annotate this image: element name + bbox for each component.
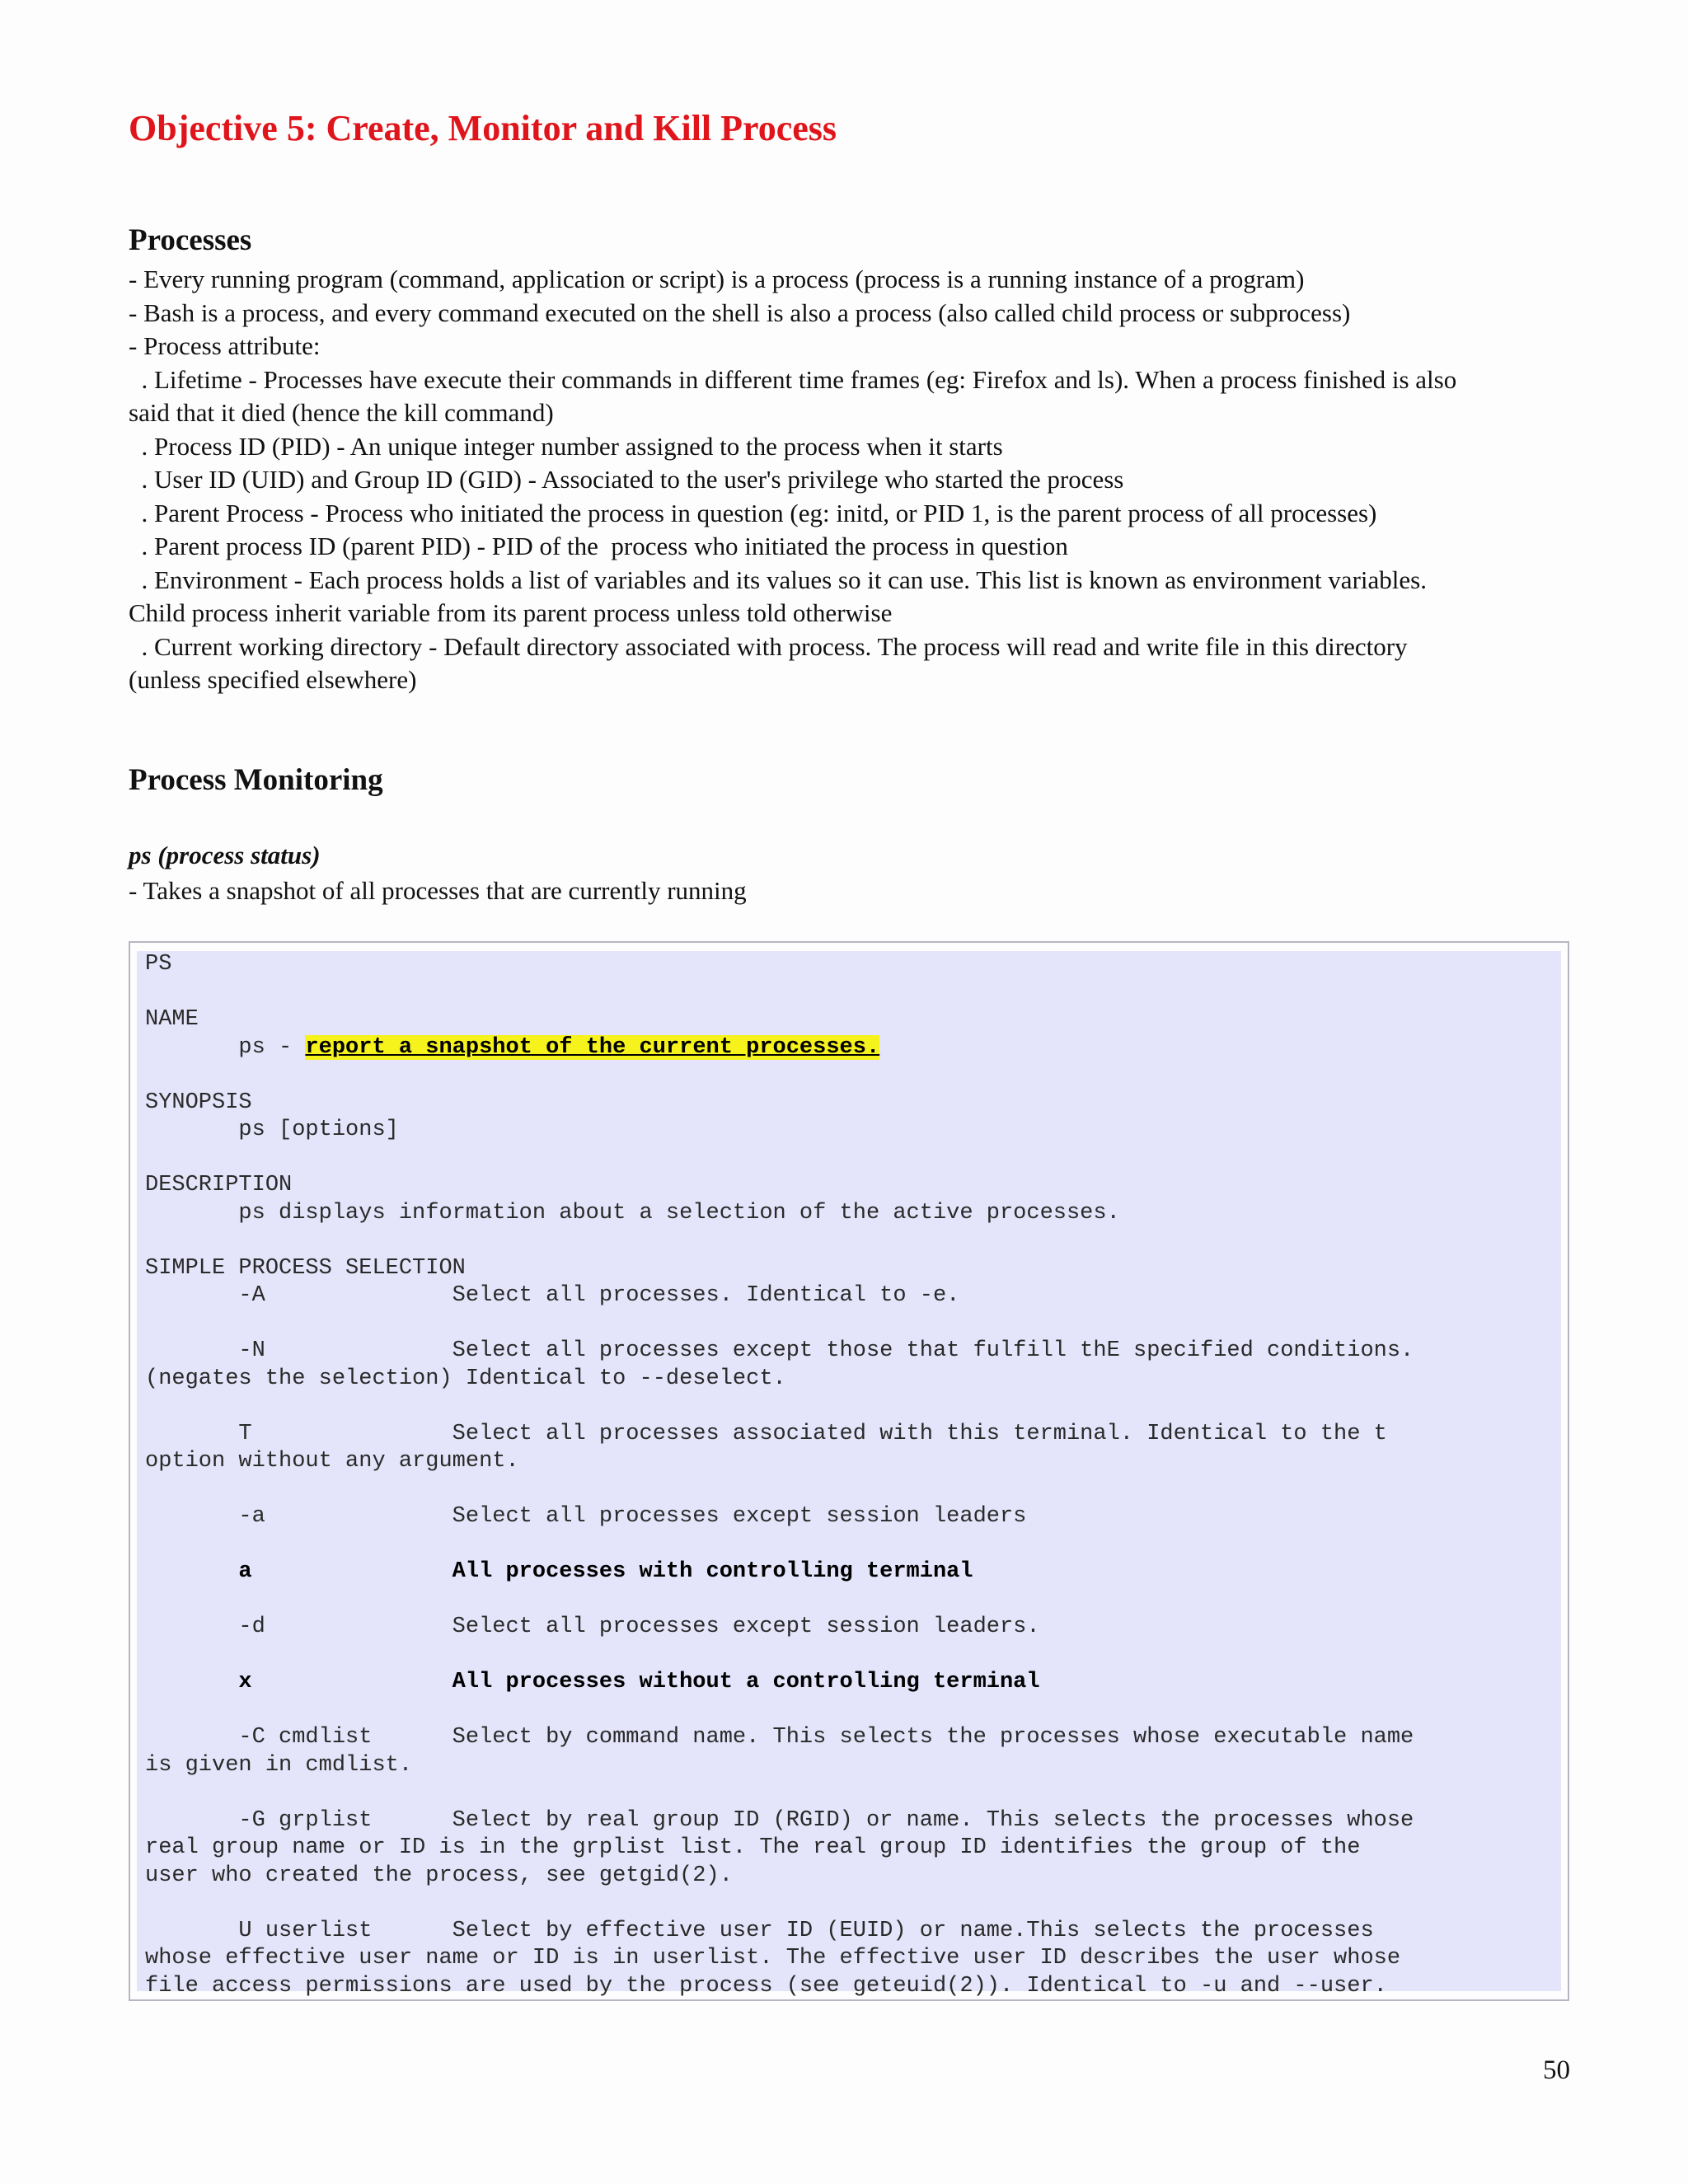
- man-option-bold: a All processes with controlling terminal: [145, 1559, 973, 1584]
- highlighted-summary: report a snapshot of the current processes.: [305, 1034, 880, 1060]
- processes-line: (unless specified elsewhere): [129, 665, 417, 694]
- man-section-description: DESCRIPTION: [145, 1173, 293, 1197]
- man-option: -N Select all processes except those that fulfill thE specified conditions.: [145, 1338, 1414, 1363]
- man-page-box: [129, 941, 1569, 2001]
- processes-body: [129, 263, 1571, 697]
- man-line: whose effective user name or ID is in userlist. The effective user ID describes the user whose: [145, 1946, 1401, 1971]
- man-line: ps [options]: [145, 1118, 399, 1142]
- processes-line: . Lifetime - Processes have execute their commands in different time frames (eg: Firefox and ls). When a process finished is also: [129, 364, 1457, 394]
- ps-subheading: ps (process status): [129, 841, 321, 869]
- man-option-bold: x All processes without a controlling terminal: [145, 1670, 1040, 1694]
- process-monitoring-heading: Process Monitoring: [129, 763, 383, 797]
- processes-line: . User ID (UID) and Group ID (GID) - Associated to the user's privilege who started the process: [129, 465, 1124, 494]
- man-section-selection: SIMPLE PROCESS SELECTION: [145, 1255, 466, 1281]
- man-option: -G grplist Select by real group ID (RGID) or name. This selects the processes whose: [145, 1807, 1414, 1833]
- processes-line: - Process attribute:: [129, 331, 321, 360]
- man-line: user who created the process, see getgid(2).: [145, 1863, 733, 1888]
- man-line: option without any argument.: [145, 1449, 519, 1474]
- man-page-text: [145, 951, 1414, 2000]
- man-line: ps -: [145, 1034, 306, 1060]
- man-line: (negates the selection) Identical to --deselect.: [145, 1366, 786, 1391]
- man-section-synopsis: SYNOPSIS: [145, 1090, 252, 1115]
- processes-line: . Parent Process - Process who initiated the process in question (eg: initd, or PID 1, is the parent process of all processes): [129, 498, 1377, 527]
- man-option: -d Select all processes except session leaders.: [145, 1615, 1040, 1639]
- man-line: PS: [145, 952, 172, 977]
- man-line: file access permissions are used by the process (see geteuid(2)). Identical to -u and --user.: [145, 1973, 1387, 1999]
- page-title: Objective 5: Create, Monitor and Kill Process: [129, 108, 837, 148]
- processes-line: . Environment - Each process holds a list of variables and its values so it can use. This list is known as environment variables.: [129, 565, 1427, 594]
- man-option: -a Select all processes except session leaders: [145, 1504, 1027, 1529]
- processes-line: - Bash is a process, and every command executed on the shell is also a process (also called child process or subprocess): [129, 298, 1351, 327]
- man-option: -C cmdlist Select by command name. This selects the processes whose executable name: [145, 1725, 1414, 1750]
- processes-line: . Process ID (PID) - An unique integer number assigned to the process when it starts: [129, 431, 1003, 461]
- man-option: U userlist Select by effective user ID (EUID) or name.This selects the processes: [145, 1918, 1374, 1943]
- man-line: ps displays information about a selection of the active processes.: [145, 1200, 1120, 1226]
- processes-line: . Parent process ID (parent PID) - PID of the process who initiated the process in question: [129, 532, 1068, 560]
- processes-line: said that it died (hence the kill command): [129, 398, 554, 427]
- page-number: 50: [1543, 2055, 1570, 2085]
- man-option: -A Select all processes. Identical to -e.: [145, 1283, 960, 1308]
- processes-line: . Current working directory - Default directory associated with process. The process will read and write file in this directory: [129, 631, 1408, 661]
- processes-line: Child process inherit variable from its parent process unless told otherwise: [129, 598, 893, 627]
- man-page-background: [137, 951, 1561, 1999]
- processes-heading: Processes: [129, 223, 252, 257]
- man-option: T Select all processes associated with this terminal. Identical to the t: [145, 1421, 1387, 1446]
- man-line: is given in cmdlist.: [145, 1752, 413, 1778]
- processes-line: - Every running program (command, application or script) is a process (process is a running instance of a program): [129, 265, 1305, 293]
- man-line: real group name or ID is in the grplist list. The real group ID identifies the group of the: [145, 1835, 1361, 1860]
- ps-intro: - Takes a snapshot of all processes that are currently running: [129, 876, 747, 905]
- man-section-name: NAME: [145, 1007, 199, 1032]
